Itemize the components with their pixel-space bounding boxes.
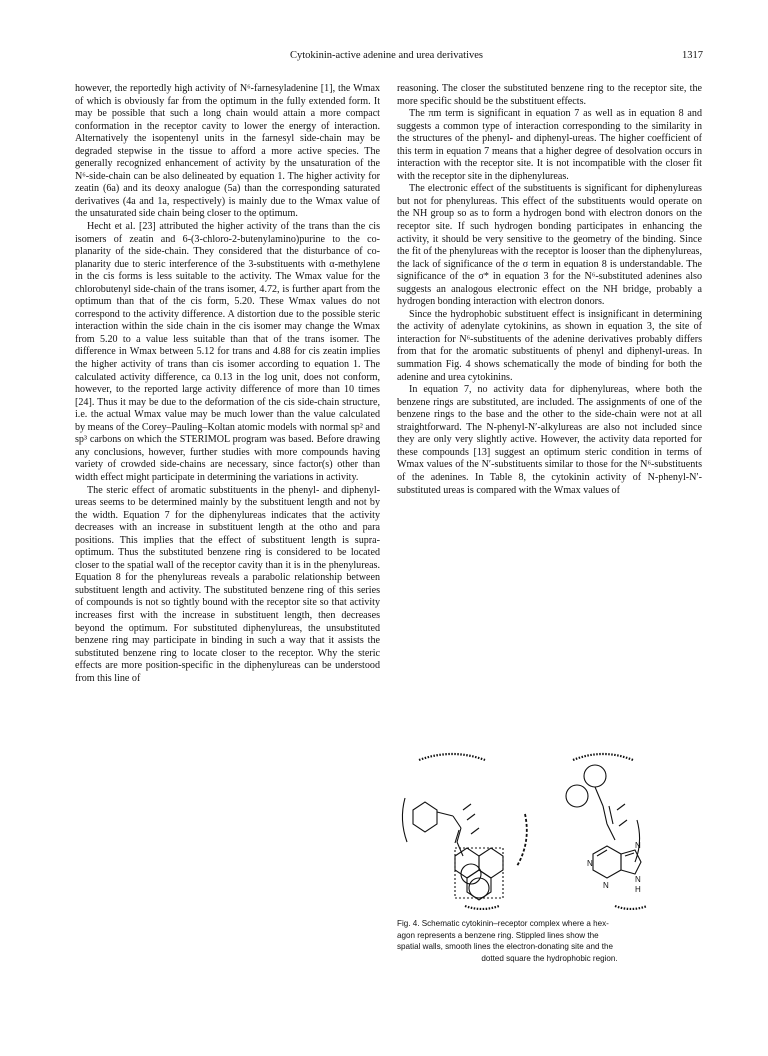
paragraph: reasoning. The closer the substituted benzene ring to the receptor site, the more specific should be the substituent effects. [397, 83, 702, 107]
purine-six-ring [593, 846, 621, 878]
paragraph: In equation 7, no activity data for diphenylureas, where both the benzene rings are substituted, are included. The assignments of one of the benzene rings to the base and the other to the side-chain were not at all straightforward. The N-phenyl-N′-alkylureas are also not included since they are only very slightly active. However, the activity data reported for these compounds [13] suggest an optimum steric condition in terms of Wmax values of the N′-substituents similar to those for the N⁶-substituents of the adenines. In Table 8, the cytokinin activity of N-phenyl-N′-substituted ureas is compared with the Wmax values of [397, 384, 702, 496]
running-title: Cytokinin-active adenine and urea derivatives [289, 50, 483, 61]
right-column [397, 83, 702, 497]
hexagon-left-1 [455, 848, 479, 878]
running-header [70, 50, 703, 66]
atom-label-n: N [587, 859, 593, 868]
electron-donating-arc-mid [517, 814, 527, 866]
atom-label-n: N [635, 875, 641, 884]
caption-line: Fig. 4. Schematic cytokinin–receptor complex where a hex- [397, 919, 609, 928]
electron-donating-arc-left [402, 798, 407, 842]
figure-caption [397, 918, 702, 964]
caption-line: spatial walls, smooth lines the electron-donating site and the [397, 942, 613, 951]
spatial-wall-bottom-right [615, 906, 647, 909]
caption-line: agon represents a benzene ring. Stippled lines show the [397, 930, 599, 940]
page-number: 1317 [682, 50, 703, 61]
substituent-circle-left-2 [469, 878, 489, 898]
hexagon-left-2 [479, 848, 503, 878]
hexagon-left-top [413, 802, 437, 832]
substituent-circle-right-mid [566, 785, 588, 807]
atom-label-n: N [603, 881, 609, 890]
hexagon-left-3 [467, 870, 491, 900]
paragraph: however, the reportedly high activity of N⁶-farnesyladenine [1], the Wmax of which is obviously far from the optimum in the fully extended form. It may be possible that such a long chain would attain a more compact conformation in the receptor cavity to lower the energy of interaction. Alternatively the isopentenyl units in the farnesyl side-chain may be degraded stepwise in the tissue to afford a more active species. The generally recognized enhancement of activity by the unsaturation of the N⁶-side-chain can be also delineated by equation 1. The higher activity for zeatin (6a) and its deoxy analogue (5a) than the corresponding saturated derivatives (4a and 1a, respectively) is mainly due to the Wmax value of the unsaturated side chain being closer to the optimum. [75, 83, 380, 220]
spatial-wall-right [573, 754, 633, 760]
paragraph: The electronic effect of the substituents is significant for diphenylureas but not for phenylureas. This effect of the substituents would operate on the NH group so as to form a hydrogen bond with electron donors on the receptor site. If such hydrogen bonding participates in enhancing the activity, it should be very sensitive to the geometry of the binding. Since the fit of the phenylureas with the receptor is looser than the diphenylureas, the lack of significance of the σ term in equation 8 is understandable. The significance of the σ* in equation 3 for the N⁶-substituted adenines also suggests an analogous electronic effect on the NH bridge, probably a hydrogen bonding interaction with electron donors. [397, 183, 702, 308]
spatial-wall-bottom-left [465, 906, 499, 909]
paragraph: Since the hydrophobic substituent effect is insignificant in determining the activity of adenylate cytokinins, as shown in equation 3, the site of interaction for N⁶-substituents of the adenine derivatives probably differs from that for the aromatic substituents of phenyl and diphenyl-ureas. In summation Fig. 4 shows schematically the mode of binding for both the adenine and urea cytokinins. [397, 308, 702, 383]
substituent-circle-left-1 [461, 864, 481, 884]
left-column [75, 83, 380, 685]
paragraph: Hecht et al. [23] attributed the higher activity of the trans than the cis isomers of zeatin and 6-(3-chloro-2-butenylamino)purine to the co-planarity of the side-chain. They considered that the disturbance of co-planarity due to steric interference of the 3-substituents with α-methylene in the cis forms is less suitable to the activity. The Wmax value for the chlorobutenyl side-chain of the trans isomer, 4.72, is further apart from the optimum than that of the cis form, 5.20. These Wmax values do not correspond to the activity difference. A distortion due to the possible steric interaction within the side chain in the cis isomer may change the Wmax from 5.20 to a value less suitable than that of the trans isomer. The difference in Wmax between 5.12 for trans and 4.88 for cis zeatin implies the higher activity of trans than cis isomer according to equation 1. The calculated activity difference, ca 0.13 in the log unit, does not conform, however, to the reported large activity difference of more than 10 times [24]. Thus it may be due to the deformation of the cis side-chain structure, i.e. the actual Wmax value may be much lower than the value calculated by means of the Corey–Pauling–Koltan atomic models with normal sp² and sp³ carbons on which the STERIMOL program was based. Before drawing any conclusions, however, further studies with more compounds having variety of crowded side-chains are necessary, since factor(s) other than width effect might participate in determining the variations in activity. [75, 221, 380, 483]
paragraph: The steric effect of aromatic substituents in the phenyl- and diphenyl-ureas seems to be determined mainly by the substituent length and not by the width. Equation 7 for the diphenylureas indicates that the activity decreases with an increase in substituent length at the otho and para positions. This implies that the effect of substituent length is supra-optimum. Thus the substituted benzene ring is considered to be located closer to the spatial wall of the receptor cavity than it is in the phenylureas. Equation 8 for the phenylureas reveals a parabolic relationship between substituent length and activity. The substituted benzene ring of this series of compounds is not so tightly bound with the receptor site so that activity increases first with the increase in substituent length, then decreases beyond the optimum. For substituted diphenylureas, the unsubstituted benzene ring may participate in binding in such a way that it assists the substituted benzene ring to locate closer to the receptor. Why the steric effects are more position-specific in the diphenylureas can be understood from this line of [75, 484, 380, 684]
figure-4-schematic [397, 750, 702, 910]
atom-label-n: N [635, 841, 641, 850]
caption-line: dotted square the hydrophobic region. [481, 953, 618, 963]
substituent-circle-right-top [584, 765, 606, 787]
spatial-wall-left [419, 754, 485, 760]
atom-label-h: H [635, 885, 641, 894]
paragraph: The πm term is significant in equation 7 as well as in equation 8 and suggests a common type of interaction corresponding to the similarity in the structures of the phenyl- and diphenyl-ureas. The higher coefficient of this term in equation 7 means that a higher degree of desolvation occurs in interaction with the receptor site. It is not incompatible with the closer fit with the receptor site in the diphenylureas. [397, 108, 702, 182]
cytokinin-receptor-diagram [397, 750, 702, 910]
